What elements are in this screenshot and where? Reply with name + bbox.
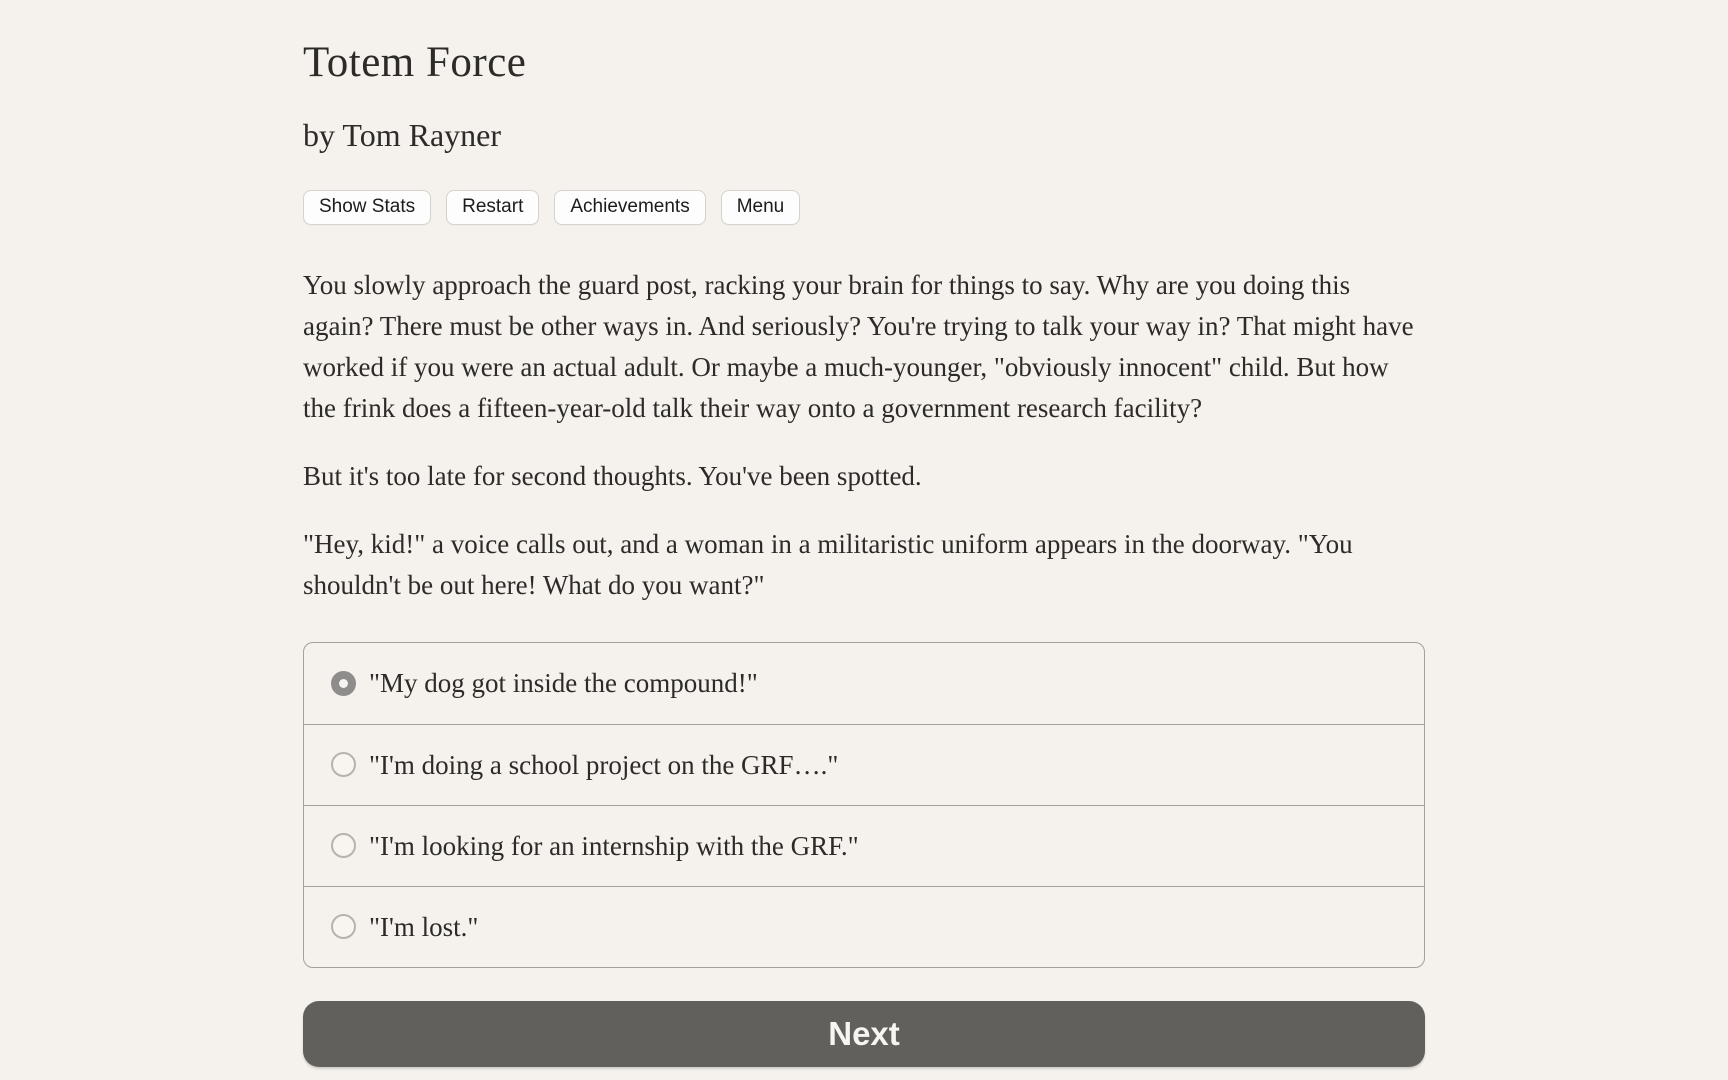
story-paragraph: You slowly approach the guard post, racking your brain for things to say. Why are you doing this again? There must be other ways in. And seriously? You're trying to talk your way in? That might have worked if you were an actual adult. Or maybe a much-younger, "obviously innocent" child. But how the frink does a fifteen-year-old talk their way onto a government research facility? — [303, 269, 1414, 423]
story-paragraph: "Hey, kid!" a voice calls out, and a woman in a militaristic uniform appears in the doorway. "You shouldn't be out here! What do you want?" — [303, 528, 1353, 600]
choice-option-label: "I'm lost." — [369, 911, 479, 942]
story-text — [303, 265, 1425, 606]
achievements-button[interactable]: Achievements — [554, 190, 705, 225]
radio-unselected-icon[interactable] — [331, 752, 356, 777]
game-content — [303, 0, 1425, 1067]
radio-unselected-icon[interactable] — [331, 914, 356, 939]
choice-option-label: "I'm looking for an internship with the GRF." — [369, 830, 859, 861]
radio-selected-icon[interactable] — [331, 671, 356, 696]
choice-list — [303, 642, 1425, 968]
choice-option-internship[interactable] — [304, 805, 1424, 886]
menu-button[interactable]: Menu — [721, 190, 801, 225]
show-stats-button[interactable]: Show Stats — [303, 190, 431, 225]
radio-unselected-icon[interactable] — [331, 833, 356, 858]
choice-option-label: "I'm doing a school project on the GRF…." — [369, 749, 839, 780]
radio-dot — [339, 679, 348, 688]
next-button[interactable]: Next — [303, 1001, 1425, 1067]
toolbar — [303, 190, 1425, 225]
game-title: Totem Force — [303, 39, 527, 86]
choice-option-lost[interactable] — [304, 886, 1424, 967]
game-byline: by Tom Rayner — [303, 117, 502, 153]
restart-button[interactable]: Restart — [446, 190, 539, 225]
story-paragraph: But it's too late for second thoughts. You've been spotted. — [303, 460, 922, 491]
choice-option-label: "My dog got inside the compound!" — [369, 668, 758, 699]
choice-option-dog[interactable] — [304, 643, 1424, 724]
choice-option-school-project[interactable] — [304, 724, 1424, 805]
